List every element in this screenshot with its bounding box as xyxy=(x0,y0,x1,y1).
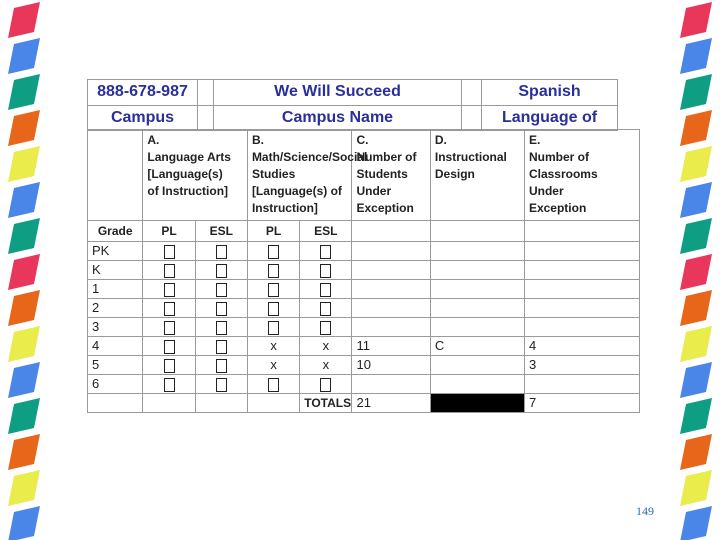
blank-header-cell xyxy=(88,130,143,221)
students-cell xyxy=(352,242,430,261)
grade-row xyxy=(88,261,640,280)
design-cell xyxy=(430,318,524,337)
blank-cell xyxy=(88,394,143,413)
left-decorative-border xyxy=(4,0,44,540)
esl-a-cell xyxy=(195,318,247,337)
students-cell xyxy=(352,318,430,337)
column-c-header: C. Number of Students Under Exception xyxy=(352,130,430,221)
grade-header: Grade xyxy=(88,221,143,242)
decorative-stripe xyxy=(8,38,40,74)
classrooms-cell xyxy=(524,242,639,261)
page-number: 149 xyxy=(636,504,654,518)
blank-cell xyxy=(247,394,299,413)
grade-cell: PK xyxy=(88,242,143,261)
decorative-stripe xyxy=(8,2,40,38)
esl-b-cell: x xyxy=(300,356,352,375)
campus-name-label: Campus Name xyxy=(214,105,462,131)
checkbox-icon xyxy=(320,378,331,392)
total-classrooms: 7 xyxy=(524,394,639,413)
esl-b-cell xyxy=(300,318,352,337)
column-header-row xyxy=(88,130,640,221)
checkbox-icon xyxy=(320,245,331,259)
pl-a-cell xyxy=(143,242,195,261)
students-cell: 11 xyxy=(352,337,430,356)
grade-row xyxy=(88,318,640,337)
students-cell xyxy=(352,261,430,280)
esl-b-cell xyxy=(300,375,352,394)
decorative-stripe xyxy=(8,470,40,506)
decorative-stripe xyxy=(8,290,40,326)
checkbox-icon xyxy=(164,340,175,354)
design-cell: C xyxy=(430,337,524,356)
header-spacer xyxy=(198,105,214,131)
checkbox-icon xyxy=(216,283,227,297)
checkbox-icon xyxy=(164,378,175,392)
esl-header-b: ESL xyxy=(300,221,352,242)
pl-a-cell xyxy=(143,261,195,280)
esl-header-a: ESL xyxy=(195,221,247,242)
decorative-stripe xyxy=(680,2,712,38)
language-value: Spanish xyxy=(482,80,618,106)
decorative-stripe xyxy=(8,326,40,362)
checkbox-icon xyxy=(164,302,175,316)
grade-cell: 4 xyxy=(88,337,143,356)
checkbox-icon xyxy=(216,340,227,354)
decorative-stripe xyxy=(680,398,712,434)
esl-a-cell xyxy=(195,280,247,299)
blank-cell xyxy=(143,394,195,413)
grade-row xyxy=(88,337,640,356)
decorative-stripe xyxy=(680,254,712,290)
design-cell xyxy=(430,280,524,299)
decorative-stripe xyxy=(680,182,712,218)
checkbox-icon xyxy=(268,302,279,316)
checkbox-icon xyxy=(216,264,227,278)
checkbox-icon xyxy=(268,283,279,297)
decorative-stripe xyxy=(680,110,712,146)
decorative-stripe xyxy=(8,434,40,470)
grade-row xyxy=(88,375,640,394)
esl-a-cell xyxy=(195,337,247,356)
decorative-stripe xyxy=(8,398,40,434)
classrooms-cell xyxy=(524,280,639,299)
decorative-stripe xyxy=(680,74,712,110)
esl-a-cell xyxy=(195,375,247,394)
pl-b-cell xyxy=(247,318,299,337)
esl-b-cell xyxy=(300,242,352,261)
checkbox-icon xyxy=(216,378,227,392)
classrooms-cell: 3 xyxy=(524,356,639,375)
esl-a-cell xyxy=(195,356,247,375)
grade-cell: 1 xyxy=(88,280,143,299)
decorative-stripe xyxy=(8,182,40,218)
decorative-stripe xyxy=(680,38,712,74)
total-students: 21 xyxy=(352,394,430,413)
campus-header-table xyxy=(87,79,617,131)
checkbox-icon xyxy=(164,283,175,297)
decorative-stripe xyxy=(680,506,712,540)
decorative-stripe xyxy=(8,146,40,182)
esl-a-cell xyxy=(195,299,247,318)
pl-a-cell xyxy=(143,356,195,375)
blank-subheader xyxy=(352,221,430,242)
redacted-cell xyxy=(430,394,524,413)
checkbox-icon xyxy=(216,359,227,373)
grade-cell: 3 xyxy=(88,318,143,337)
checkbox-icon xyxy=(320,302,331,316)
subheader-row xyxy=(88,221,640,242)
students-cell xyxy=(352,375,430,394)
grade-row xyxy=(88,280,640,299)
header-row-1 xyxy=(88,80,618,106)
design-cell xyxy=(430,375,524,394)
checkbox-icon xyxy=(216,245,227,259)
checkbox-icon xyxy=(320,321,331,335)
esl-b-cell: x xyxy=(300,337,352,356)
pl-a-cell xyxy=(143,375,195,394)
grade-cell: 5 xyxy=(88,356,143,375)
checkbox-icon xyxy=(216,321,227,335)
esl-a-cell xyxy=(195,261,247,280)
checkbox-icon xyxy=(216,302,227,316)
pl-a-cell xyxy=(143,299,195,318)
header-spacer xyxy=(198,80,214,106)
pl-b-cell xyxy=(247,280,299,299)
checkbox-icon xyxy=(164,245,175,259)
pl-header-b: PL xyxy=(247,221,299,242)
totals-row xyxy=(88,394,640,413)
decorative-stripe xyxy=(8,362,40,398)
campus-label: Campus xyxy=(88,105,198,131)
language-label: Language of xyxy=(482,105,618,131)
pl-b-cell xyxy=(247,299,299,318)
decorative-stripe xyxy=(680,290,712,326)
students-cell xyxy=(352,280,430,299)
pl-a-cell xyxy=(143,318,195,337)
pl-a-cell xyxy=(143,280,195,299)
campus-number: 888-678-987 xyxy=(88,80,198,106)
checkbox-icon xyxy=(164,321,175,335)
checkbox-icon xyxy=(164,359,175,373)
classrooms-cell xyxy=(524,375,639,394)
classrooms-cell xyxy=(524,261,639,280)
decorative-stripe xyxy=(680,362,712,398)
classrooms-cell xyxy=(524,299,639,318)
checkbox-icon xyxy=(268,245,279,259)
design-cell xyxy=(430,242,524,261)
right-decorative-border xyxy=(676,0,716,540)
column-b-header: B. Math/Science/Social Studies [Language(s) of Instruction] xyxy=(247,130,352,221)
classrooms-cell xyxy=(524,318,639,337)
checkbox-icon xyxy=(164,264,175,278)
checkbox-icon xyxy=(320,283,331,297)
campus-name-value: We Will Succeed xyxy=(214,80,462,106)
decorative-stripe xyxy=(680,326,712,362)
column-a-header: A. Language Arts [Language(s) of Instruction] xyxy=(143,130,248,221)
grade-cell: K xyxy=(88,261,143,280)
decorative-stripe xyxy=(8,74,40,110)
header-row-2 xyxy=(88,105,618,131)
esl-b-cell xyxy=(300,280,352,299)
checkbox-icon xyxy=(268,321,279,335)
design-cell xyxy=(430,261,524,280)
totals-label: TOTALS xyxy=(300,394,352,413)
checkbox-icon xyxy=(268,264,279,278)
decorative-stripe xyxy=(8,254,40,290)
esl-a-cell xyxy=(195,242,247,261)
pl-b-cell: x xyxy=(247,356,299,375)
checkbox-icon xyxy=(268,378,279,392)
students-cell xyxy=(352,299,430,318)
grade-cell: 6 xyxy=(88,375,143,394)
classrooms-cell: 4 xyxy=(524,337,639,356)
esl-b-cell xyxy=(300,261,352,280)
students-cell: 10 xyxy=(352,356,430,375)
pl-a-cell xyxy=(143,337,195,356)
esl-b-cell xyxy=(300,299,352,318)
column-d-header: D. Instructional Design xyxy=(430,130,524,221)
exception-grid xyxy=(87,129,640,426)
grade-cell: 2 xyxy=(88,299,143,318)
design-cell xyxy=(430,356,524,375)
pl-b-cell xyxy=(247,242,299,261)
pl-b-cell xyxy=(247,375,299,394)
design-cell xyxy=(430,299,524,318)
pl-header-a: PL xyxy=(143,221,195,242)
decorative-stripe xyxy=(680,218,712,254)
decorative-stripe xyxy=(680,470,712,506)
column-e-header: E. Number of Classrooms Under Exception xyxy=(524,130,639,221)
pl-b-cell xyxy=(247,261,299,280)
decorative-stripe xyxy=(680,434,712,470)
decorative-stripe xyxy=(8,506,40,540)
blank-subheader xyxy=(430,221,524,242)
pl-b-cell: x xyxy=(247,337,299,356)
grade-row xyxy=(88,299,640,318)
header-spacer xyxy=(462,105,482,131)
decorative-stripe xyxy=(8,218,40,254)
grade-row xyxy=(88,356,640,375)
grade-rows xyxy=(88,242,640,394)
grade-row xyxy=(88,242,640,261)
blank-cell xyxy=(195,394,247,413)
header-spacer xyxy=(462,80,482,106)
blank-subheader xyxy=(524,221,639,242)
decorative-stripe xyxy=(680,146,712,182)
decorative-stripe xyxy=(8,110,40,146)
checkbox-icon xyxy=(320,264,331,278)
